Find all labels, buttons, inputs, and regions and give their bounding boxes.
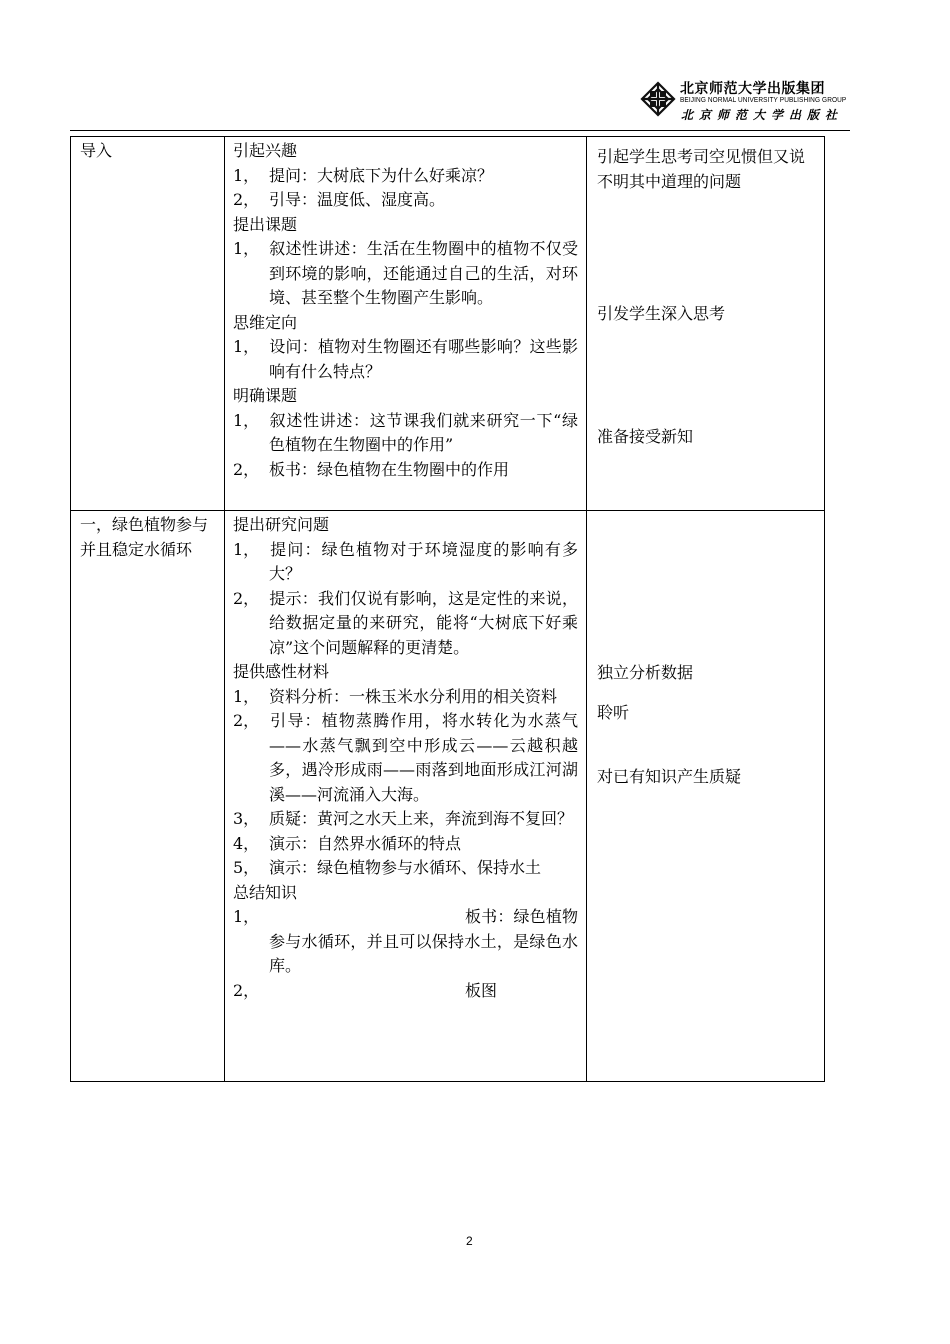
section-heading: 引起兴趣 <box>233 141 298 160</box>
item-text: 引导：温度低、湿度高。 <box>269 190 446 209</box>
stage-label: 一，绿色植物参与并且稳定水循环 <box>80 515 209 559</box>
item-text: 资料分析：一株玉米水分利用的相关资料 <box>269 686 558 706</box>
item-text: 提示：我们仅说有影响，这是定性的来说，给数据定量的来研究，能将“大树底下好乘凉”这个问题解释的更清楚。 <box>269 588 578 657</box>
list-item <box>233 856 578 881</box>
list-item <box>233 164 578 189</box>
list-item <box>233 335 578 384</box>
student-activity-cell <box>587 511 825 1082</box>
page-number: 2 <box>466 1234 473 1248</box>
bnup-logo-icon <box>640 81 676 117</box>
student-activity: 独立分析数据 <box>597 663 694 682</box>
table-row <box>71 511 825 1082</box>
publisher-name-cn: 北京师范大学出版集团 <box>680 81 825 97</box>
list-item <box>233 237 578 311</box>
list-item <box>233 685 578 710</box>
list-item <box>233 979 578 1004</box>
section-heading: 思维定向 <box>233 312 298 332</box>
student-activity-cell <box>587 137 825 511</box>
list-item <box>233 709 578 807</box>
list-item <box>233 188 578 213</box>
item-number: 3， <box>233 809 260 828</box>
item-number: 1， <box>233 239 260 258</box>
student-activity: 对已有知识产生质疑 <box>597 767 742 786</box>
stage-cell <box>71 511 225 1082</box>
section-heading: 明确课题 <box>233 386 298 405</box>
section-heading: 提出研究问题 <box>233 515 330 534</box>
list-item <box>233 832 578 857</box>
publisher-subname-cn: 北京师范大学出版社 <box>681 108 844 122</box>
item-text: 质疑：黄河之水天上来，奔流到海不复回？ <box>269 809 574 828</box>
list-item <box>233 538 578 587</box>
item-number: 1， <box>233 337 260 356</box>
item-text: 引导：植物蒸腾作用，将水转化为水蒸气——水蒸气飘到空中形成云——云越积越多，遇冷形成雨——雨落到地面形成江河湖溪——河流涌入大海。 <box>269 711 578 804</box>
section-heading: 提出课题 <box>233 214 298 234</box>
item-text: 提问：绿色植物对于环境湿度的影响有多大？ <box>269 539 578 583</box>
list-item <box>233 458 578 483</box>
item-text: 演示：绿色植物参与水循环、保持水土 <box>269 858 542 877</box>
item-text: 板书：绿色植物参与水循环，并且可以保持水土，是绿色水库。 <box>269 907 578 975</box>
item-number: 1， <box>233 539 260 559</box>
item-number: 1， <box>233 686 260 706</box>
stage-label: 导入 <box>80 141 113 160</box>
item-number: 2， <box>233 588 260 608</box>
item-text: 演示：自然界水循环的特点 <box>269 833 462 853</box>
list-item <box>233 587 578 661</box>
item-number: 2， <box>233 980 260 1000</box>
stage-cell <box>71 137 225 511</box>
student-activity: 引起学生思考司空见惯但又说不明其中道理的问题 <box>597 147 806 191</box>
list-item <box>233 905 578 979</box>
item-number: 1， <box>233 410 260 430</box>
item-text: 提问：大树底下为什么好乘凉？ <box>269 165 494 185</box>
student-activity: 聆听 <box>597 702 630 722</box>
item-text: 板图 <box>465 980 498 1000</box>
header-rule <box>70 130 850 131</box>
item-text: 叙述性讲述：这节课我们就来研究一下“绿色植物在生物圈中的作用” <box>269 410 578 454</box>
list-item <box>233 409 578 458</box>
student-activity: 准备接受新知 <box>597 426 694 446</box>
item-number: 2， <box>233 190 260 209</box>
section-heading: 总结知识 <box>233 882 298 902</box>
item-text: 板书：绿色植物在生物圈中的作用 <box>269 459 510 479</box>
teacher-activity-cell <box>225 511 587 1082</box>
item-text: 设问：植物对生物圈还有哪些影响？这些影响有什么特点？ <box>269 337 578 381</box>
page-header <box>0 0 950 135</box>
student-activity: 引发学生深入思考 <box>597 304 726 323</box>
lesson-plan-table <box>70 136 825 1082</box>
item-number: 1， <box>233 907 260 926</box>
list-item <box>233 807 578 832</box>
item-number: 4， <box>233 833 260 853</box>
table-row <box>71 137 825 511</box>
publisher-name-en: BEIJING NORMAL UNIVERSITY PUBLISHING GROUP <box>680 96 847 105</box>
teacher-activity-cell <box>225 137 587 511</box>
section-heading: 提供感性材料 <box>233 662 330 681</box>
item-number: 2， <box>233 459 260 479</box>
item-text: 叙述性讲述：生活在生物圈中的植物不仅受到环境的影响，还能通过自己的生活，对环境、甚至整个生物圈产生影响。 <box>269 239 578 307</box>
item-number: 1， <box>233 165 260 185</box>
item-number: 2， <box>233 711 260 730</box>
item-number: 5， <box>233 858 260 877</box>
